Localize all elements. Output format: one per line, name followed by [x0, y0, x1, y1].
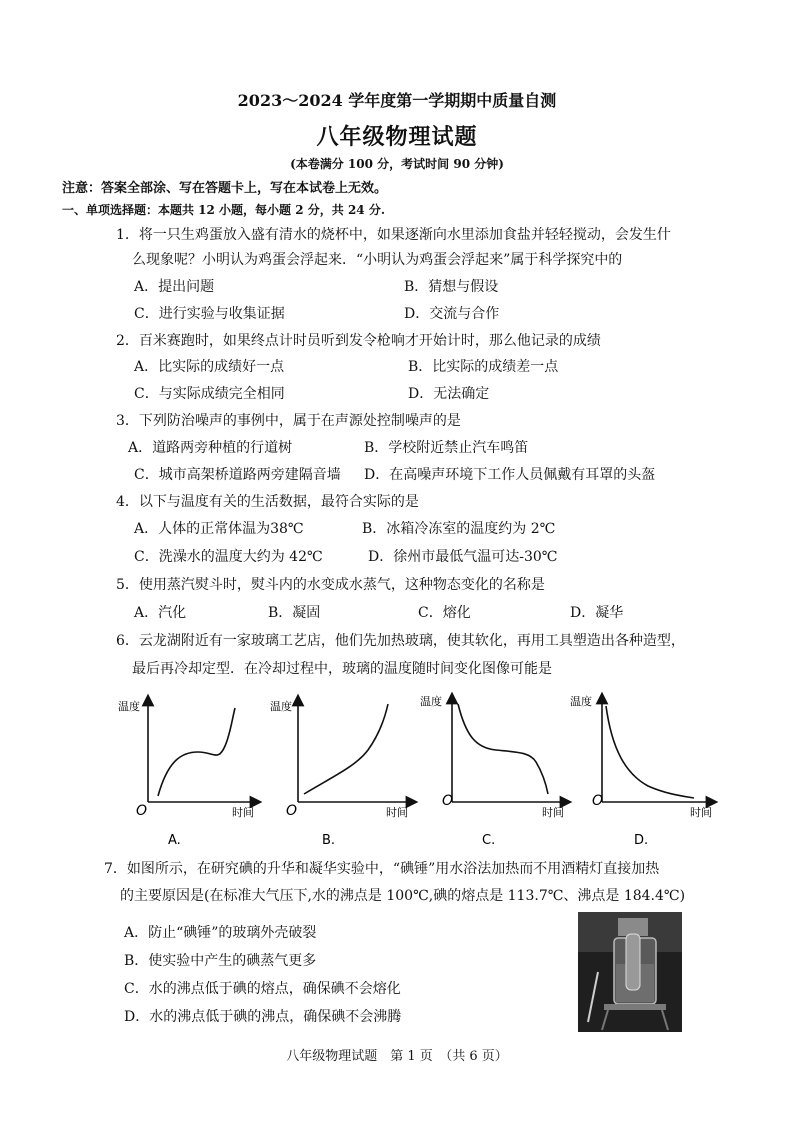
- graph-b-label: B.: [322, 833, 336, 848]
- question-2-line-1: 2．百米赛跑时，如果终点计时员听到发令枪响才开始计时，那么他记录的成绩: [116, 333, 601, 349]
- graph-a-ylabel: 温度: [118, 700, 140, 713]
- question-7-option-c: C．水的沸点低于碘的熔点，确保碘不会熔化: [124, 981, 401, 997]
- question-5-option-b: B．凝固: [268, 605, 321, 621]
- graph-d-label: D.: [634, 833, 649, 848]
- question-2-option-c: C．与实际成绩完全相同: [134, 386, 285, 402]
- exam-subtitle: (本卷满分 100 分，考试时间 90 分钟): [290, 157, 504, 171]
- question-1-option-d: D．交流与合作: [404, 306, 500, 322]
- question-3-option-c: C．城市高架桥道路两旁建隔音墙: [134, 467, 341, 483]
- question-7-option-d: D．水的沸点低于碘的沸点，确保碘不会沸腾: [124, 1009, 402, 1025]
- graph-d-origin: O: [592, 793, 604, 809]
- question-7-option-b: B．使实验中产生的碘蒸气更多: [124, 953, 317, 969]
- question-3-option-b: B．学校附近禁止汽车鸣笛: [364, 440, 529, 456]
- graph-c: [420, 694, 566, 848]
- section-heading: 一、单项选择题：本题共 12 小题，每小题 2 分，共 24 分.: [62, 203, 385, 217]
- graph-b-origin: O: [286, 803, 298, 819]
- graph-c-xlabel: 时间: [542, 806, 564, 819]
- question-5-line-1: 5．使用蒸汽熨斗时，熨斗内的水变成水蒸气，这种物态变化的名称是: [116, 577, 545, 593]
- graph-c-origin: O: [442, 793, 454, 809]
- question-6-line-1: 6．云龙湖附近有一家玻璃工艺店，他们先加热玻璃，使其软化，再用工具塑造出各种造型，: [116, 633, 685, 649]
- question-7-line-1: 7．如图所示，在研究碘的升华和凝华实验中，“碘锤”用水浴法加热而不用酒精灯直接加热: [104, 861, 660, 877]
- graph-d: [570, 694, 712, 848]
- question-1-option-b: B．猜想与假设: [404, 279, 499, 295]
- exam-year-title: 2023～2024 学年度第一学期期中质量自测: [237, 91, 557, 110]
- question-4-option-c: C．洗澡水的温度大约为 42℃: [134, 549, 323, 565]
- graph-a-curve: [158, 708, 235, 796]
- graph-d-ylabel: 温度: [570, 695, 592, 708]
- question-3-option-a: A．道路两旁种植的行道树: [128, 440, 293, 456]
- question-5-option-d: D．凝华: [570, 605, 624, 621]
- question-6-line-2: 最后再冷却定型．在冷却过程中，玻璃的温度随时间变化图像可能是: [132, 661, 552, 677]
- question-7-option-a: A．防止“碘锤”的玻璃外壳破裂: [124, 925, 317, 941]
- question-3-line-1: 3．下列防治噪声的事例中，属于在声源处控制噪声的是: [116, 413, 461, 429]
- question-5-option-c: C．熔化: [418, 605, 471, 621]
- graph-a-label: A.: [168, 833, 181, 848]
- graph-b-xlabel: 时间: [386, 806, 408, 819]
- question-4-option-a: A．人体的正常体温为38℃: [134, 521, 304, 537]
- graph-c-ylabel: 温度: [420, 695, 442, 708]
- graph-b-curve: [304, 704, 388, 794]
- graph-c-label: C.: [482, 833, 496, 848]
- question-1-line-1: 1．将一只生鸡蛋放入盛有清水的烧杯中，如果逐渐向水里添加食盐并轻轻搅动，会发生什: [116, 227, 671, 243]
- page-footer: 八年级物理试题 第 1 页 （共 6 页）: [286, 1049, 508, 1064]
- question-2-option-a: A．比实际的成绩好一点: [134, 359, 285, 375]
- graph-a-origin: O: [136, 803, 148, 819]
- question-4-option-d: D．徐州市最低气温可达-30℃: [368, 549, 558, 565]
- question-1-option-c: C．进行实验与收集证据: [134, 306, 285, 322]
- iodine-hammer-photo: [578, 912, 682, 1032]
- graph-d-curve: [606, 706, 694, 798]
- graph-a: [118, 699, 256, 848]
- question-5-option-a: A．汽化: [134, 605, 187, 621]
- exam-notice: 注意：答案全部涂、写在答题卡上，写在本试卷上无效。: [62, 181, 388, 196]
- question-2-option-d: D．无法确定: [408, 386, 490, 402]
- graph-a-xlabel: 时间: [232, 806, 254, 819]
- question-1-option-a: A．提出问题: [134, 279, 215, 295]
- graph-c-curve: [458, 704, 548, 794]
- question-1-line-2: 么现象呢？小明认为鸡蛋会浮起来．“小明认为鸡蛋会浮起来”属于科学探究中的: [132, 252, 623, 268]
- exam-subject-title: 八年级物理试题: [316, 124, 478, 150]
- graph-b-ylabel: 温度: [270, 700, 292, 713]
- graph-d-xlabel: 时间: [690, 806, 712, 819]
- question-4-line-1: 4．以下与温度有关的生活数据，最符合实际的是: [116, 494, 419, 510]
- question-2-option-b: B．比实际的成绩差一点: [408, 359, 559, 375]
- question-4-option-b: B．冰箱冷冻室的温度约为 2℃: [362, 521, 556, 537]
- question-7-line-2: 的主要原因是(在标准大气压下,水的沸点是 100℃,碘的熔点是 113.7℃、沸点是 184.4℃): [120, 888, 686, 904]
- graph-b: [270, 699, 412, 848]
- iodine-hammer-illustration: [578, 912, 682, 1032]
- question-3-option-d: D．在高噪声环境下工作人员佩戴有耳罩的头盔: [364, 467, 656, 483]
- question-6-graphs: [0, 690, 794, 850]
